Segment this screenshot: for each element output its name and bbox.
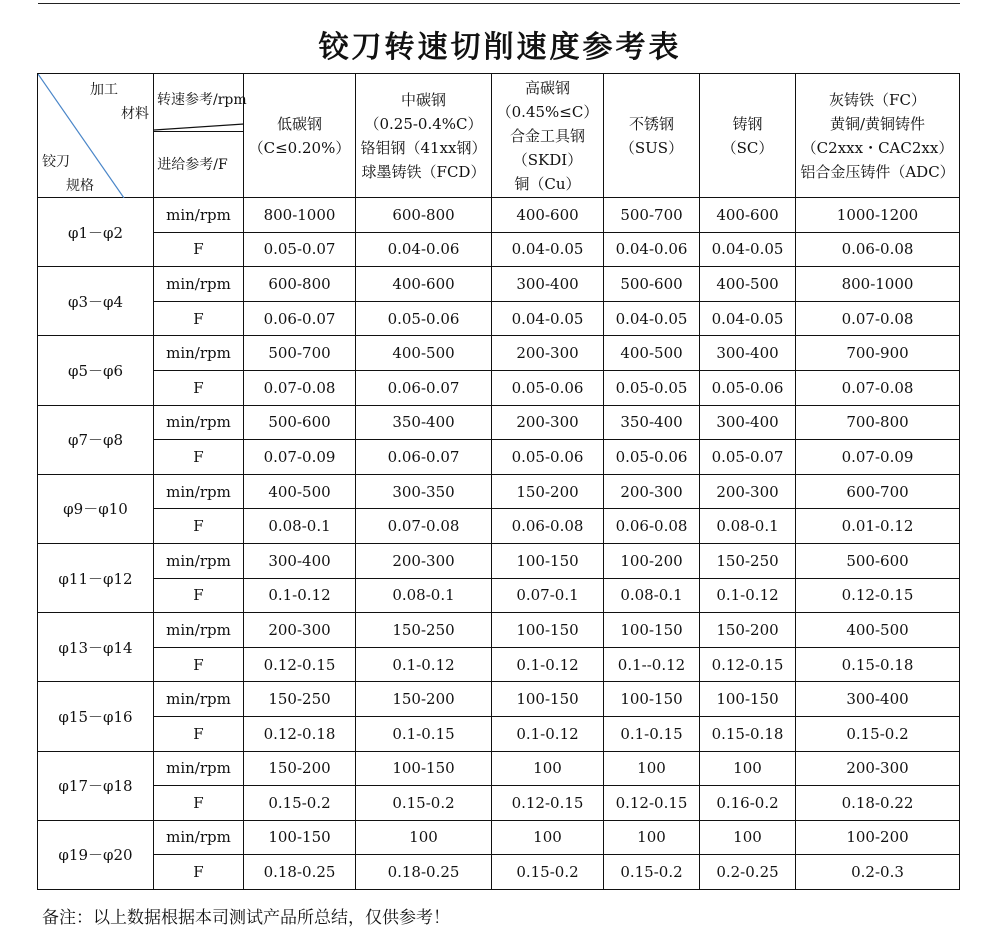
feed-value-cell: 0.06-0.07	[356, 440, 492, 475]
rpm-value-cell: 700-800	[796, 405, 960, 440]
feed-value-cell: 0.16-0.2	[700, 786, 796, 821]
feed-value-cell: 0.15-0.2	[356, 786, 492, 821]
rpm-value-cell: 200-300	[492, 336, 604, 371]
feed-value-cell: 0.18-0.22	[796, 786, 960, 821]
rpm-value-cell: 200-300	[700, 474, 796, 509]
feed-value-cell: 0.06-0.08	[604, 509, 700, 544]
feed-value-cell: 0.1-0.12	[492, 647, 604, 682]
table-row	[38, 855, 960, 890]
top-rule	[38, 3, 960, 4]
corner-label-material: 材料	[121, 106, 149, 122]
feed-value-cell: 0.07-0.1	[492, 578, 604, 613]
rpm-unit-cell: min/rpm	[154, 613, 244, 648]
rpm-unit-cell: min/rpm	[154, 682, 244, 717]
footnote: 备注：以上数据根据本司测试产品所总结，仅供参考！	[42, 908, 450, 928]
table-row	[38, 613, 960, 648]
table-row	[38, 405, 960, 440]
rpm-unit-cell: min/rpm	[154, 336, 244, 371]
table-row	[38, 786, 960, 821]
rpm-value-cell: 100-150	[244, 820, 356, 855]
reamer-size-cell: φ5－φ6	[38, 336, 154, 405]
feed-unit-cell: F	[154, 370, 244, 405]
feed-value-cell: 0.18-0.25	[356, 855, 492, 890]
feed-unit-cell: F	[154, 440, 244, 475]
reamer-size-cell: φ1－φ2	[38, 198, 154, 267]
feed-unit-cell: F	[154, 509, 244, 544]
feed-value-cell: 0.12-0.15	[700, 647, 796, 682]
rpm-value-cell: 100	[700, 820, 796, 855]
rpm-value-cell: 150-200	[700, 613, 796, 648]
rpm-value-cell: 150-200	[492, 474, 604, 509]
feed-value-cell: 0.04-0.06	[604, 232, 700, 267]
feed-value-cell: 0.05-0.06	[492, 370, 604, 405]
feed-value-cell: 0.2-0.3	[796, 855, 960, 890]
reference-table	[37, 73, 960, 890]
rpm-unit-cell: min/rpm	[154, 751, 244, 786]
feed-value-cell: 0.07-0.08	[356, 509, 492, 544]
rpm-value-cell: 400-500	[244, 474, 356, 509]
rpm-value-cell: 100-150	[356, 751, 492, 786]
feed-value-cell: 0.15-0.2	[796, 716, 960, 751]
feed-value-cell: 0.06-0.08	[492, 509, 604, 544]
rpm-value-cell: 350-400	[604, 405, 700, 440]
feed-value-cell: 0.08-0.1	[356, 578, 492, 613]
feed-unit-cell: F	[154, 647, 244, 682]
rpm-value-cell: 500-600	[796, 543, 960, 578]
feed-value-cell: 0.15-0.2	[244, 786, 356, 821]
table-row	[38, 543, 960, 578]
table-row	[38, 751, 960, 786]
feed-value-cell: 0.05-0.06	[492, 440, 604, 475]
rpm-value-cell: 100	[492, 751, 604, 786]
feed-reference-header	[154, 132, 244, 198]
reamer-size-cell: φ15－φ16	[38, 682, 154, 751]
feed-value-cell: 0.05-0.06	[700, 370, 796, 405]
table-row	[38, 198, 960, 233]
table-row	[38, 301, 960, 336]
table-row	[38, 509, 960, 544]
table-row	[38, 440, 960, 475]
feed-unit-cell: F	[154, 855, 244, 890]
feed-value-cell: 0.12-0.15	[244, 647, 356, 682]
feed-value-cell: 0.04-0.06	[356, 232, 492, 267]
feed-value-cell: 0.1-0.12	[356, 647, 492, 682]
rpm-value-cell: 300-400	[700, 336, 796, 371]
corner-header-cell	[38, 74, 154, 198]
feed-value-cell: 0.06-0.08	[796, 232, 960, 267]
rpm-value-cell: 300-350	[356, 474, 492, 509]
rpm-value-cell: 400-500	[700, 267, 796, 302]
reamer-size-cell: φ13－φ14	[38, 613, 154, 682]
reamer-size-cell: φ7－φ8	[38, 405, 154, 474]
feed-value-cell: 0.06-0.07	[356, 370, 492, 405]
rpm-value-cell: 300-400	[492, 267, 604, 302]
table-row	[38, 336, 960, 371]
reamer-size-cell: φ19－φ20	[38, 820, 154, 889]
feed-value-cell: 0.04-0.05	[492, 301, 604, 336]
rpm-value-cell: 150-200	[244, 751, 356, 786]
rpm-reference-header	[154, 74, 247, 132]
feed-value-cell: 0.15-0.2	[492, 855, 604, 890]
feed-value-cell: 0.04-0.05	[700, 232, 796, 267]
material-header-0: 低碳钢 （C≤0.20%）	[244, 74, 356, 198]
feed-value-cell: 0.08-0.1	[604, 578, 700, 613]
rpm-value-cell: 100-150	[700, 682, 796, 717]
rpm-reference-label: 转速参考/rpm	[157, 92, 247, 108]
rpm-value-cell: 150-250	[700, 543, 796, 578]
feed-value-cell: 0.1-0.15	[356, 716, 492, 751]
rpm-value-cell: 400-500	[356, 336, 492, 371]
feed-value-cell: 0.1-0.15	[604, 716, 700, 751]
rpm-value-cell: 800-1000	[244, 198, 356, 233]
rpm-value-cell: 800-1000	[796, 267, 960, 302]
rpm-unit-cell: min/rpm	[154, 267, 244, 302]
rpm-value-cell: 200-300	[356, 543, 492, 578]
rpm-unit-cell: min/rpm	[154, 405, 244, 440]
rpm-value-cell: 100-150	[604, 682, 700, 717]
rpm-value-cell: 500-600	[244, 405, 356, 440]
feed-value-cell: 0.01-0.12	[796, 509, 960, 544]
rpm-value-cell: 100	[492, 820, 604, 855]
feed-value-cell: 0.05-0.07	[700, 440, 796, 475]
rpm-value-cell: 100-200	[604, 543, 700, 578]
feed-value-cell: 0.07-0.09	[796, 440, 960, 475]
feed-unit-cell: F	[154, 301, 244, 336]
rpm-value-cell: 100-150	[604, 613, 700, 648]
feed-value-cell: 0.07-0.08	[796, 301, 960, 336]
page-title: 铰刀转速切削速度参考表	[318, 30, 682, 65]
rpm-value-cell: 100-150	[492, 543, 604, 578]
reamer-size-cell: φ3－φ4	[38, 267, 154, 336]
feed-unit-cell: F	[154, 716, 244, 751]
table-row	[38, 820, 960, 855]
rpm-value-cell: 300-400	[700, 405, 796, 440]
material-header-1: 中碳钢 （0.25-0.4%C） 铬钼钢（41xx钢） 球墨铸铁（FCD）	[356, 74, 492, 198]
material-header-2: 高碳钢 （0.45%≤C） 合金工具钢 （SKDI） 铜（Cu）	[492, 74, 604, 198]
feed-value-cell: 0.15-0.18	[796, 647, 960, 682]
rpm-value-cell: 100-150	[492, 613, 604, 648]
feed-unit-cell: F	[154, 232, 244, 267]
material-header-5: 灰铸铁（FC） 黄铜/黄铜铸件 （C2xxx・CAC2xx） 铝合金压铸件（ADC）	[796, 74, 960, 198]
feed-value-cell: 0.1--0.12	[604, 647, 700, 682]
rpm-value-cell: 300-400	[244, 543, 356, 578]
table-row	[38, 370, 960, 405]
rpm-value-cell: 600-800	[356, 198, 492, 233]
feed-value-cell: 0.05-0.07	[244, 232, 356, 267]
feed-reference-label: 进给参考/F	[157, 157, 228, 173]
feed-value-cell: 0.08-0.1	[700, 509, 796, 544]
table-row	[38, 647, 960, 682]
feed-value-cell: 0.05-0.05	[604, 370, 700, 405]
rpm-value-cell: 400-600	[492, 198, 604, 233]
feed-value-cell: 0.15-0.2	[604, 855, 700, 890]
rpm-value-cell: 300-400	[796, 682, 960, 717]
feed-value-cell: 0.1-0.12	[700, 578, 796, 613]
corner-label-tool: 铰刀	[42, 154, 70, 170]
feed-value-cell: 0.04-0.05	[604, 301, 700, 336]
feed-value-cell: 0.04-0.05	[492, 232, 604, 267]
table-row	[38, 716, 960, 751]
material-header-4: 铸钢 （SC）	[700, 74, 796, 198]
rpm-value-cell: 200-300	[796, 751, 960, 786]
rpm-unit-cell: min/rpm	[154, 474, 244, 509]
feed-value-cell: 0.12-0.15	[604, 786, 700, 821]
feed-value-cell: 0.12-0.18	[244, 716, 356, 751]
reamer-size-cell: φ9－φ10	[38, 474, 154, 543]
table-row	[38, 578, 960, 613]
feed-unit-cell: F	[154, 786, 244, 821]
rpm-value-cell: 100-200	[796, 820, 960, 855]
rpm-value-cell: 600-700	[796, 474, 960, 509]
rpm-value-cell: 1000-1200	[796, 198, 960, 233]
rpm-value-cell: 500-700	[604, 198, 700, 233]
rpm-unit-cell: min/rpm	[154, 543, 244, 578]
rpm-value-cell: 700-900	[796, 336, 960, 371]
feed-value-cell: 0.18-0.25	[244, 855, 356, 890]
corner-label-spec: 规格	[66, 178, 94, 194]
rpm-value-cell: 200-300	[244, 613, 356, 648]
feed-value-cell: 0.1-0.12	[244, 578, 356, 613]
feed-value-cell: 0.1-0.12	[492, 716, 604, 751]
material-header-3: 不锈钢 （SUS）	[604, 74, 700, 198]
rpm-value-cell: 150-250	[356, 613, 492, 648]
feed-value-cell: 0.12-0.15	[796, 578, 960, 613]
feed-value-cell: 0.07-0.08	[244, 370, 356, 405]
feed-value-cell: 0.05-0.06	[604, 440, 700, 475]
rpm-unit-cell: min/rpm	[154, 820, 244, 855]
table-row	[38, 682, 960, 717]
feed-value-cell: 0.2-0.25	[700, 855, 796, 890]
feed-value-cell: 0.08-0.1	[244, 509, 356, 544]
feed-unit-cell: F	[154, 578, 244, 613]
rpm-value-cell: 100	[356, 820, 492, 855]
rpm-unit-cell: min/rpm	[154, 198, 244, 233]
rpm-value-cell: 400-500	[604, 336, 700, 371]
feed-value-cell: 0.05-0.06	[356, 301, 492, 336]
rpm-value-cell: 200-300	[604, 474, 700, 509]
reamer-size-cell: φ17－φ18	[38, 751, 154, 820]
rpm-value-cell: 200-300	[492, 405, 604, 440]
rpm-value-cell: 150-250	[244, 682, 356, 717]
rpm-value-cell: 350-400	[356, 405, 492, 440]
rpm-value-cell: 100	[604, 820, 700, 855]
feed-value-cell: 0.12-0.15	[492, 786, 604, 821]
rpm-value-cell: 400-600	[700, 198, 796, 233]
rpm-value-cell: 600-800	[244, 267, 356, 302]
table-row	[38, 474, 960, 509]
rpm-value-cell: 150-200	[356, 682, 492, 717]
corner-label-process: 加工	[90, 82, 118, 98]
table-row	[38, 232, 960, 267]
feed-value-cell: 0.07-0.08	[796, 370, 960, 405]
rpm-value-cell: 500-700	[244, 336, 356, 371]
reamer-size-cell: φ11－φ12	[38, 543, 154, 612]
rpm-value-cell: 500-600	[604, 267, 700, 302]
feed-value-cell: 0.15-0.18	[700, 716, 796, 751]
feed-value-cell: 0.06-0.07	[244, 301, 356, 336]
feed-value-cell: 0.04-0.05	[700, 301, 796, 336]
table-row	[38, 267, 960, 302]
rpm-value-cell: 400-600	[356, 267, 492, 302]
feed-value-cell: 0.07-0.09	[244, 440, 356, 475]
rpm-value-cell: 100-150	[492, 682, 604, 717]
rpm-value-cell: 100	[604, 751, 700, 786]
rpm-value-cell: 400-500	[796, 613, 960, 648]
rpm-value-cell: 100	[700, 751, 796, 786]
